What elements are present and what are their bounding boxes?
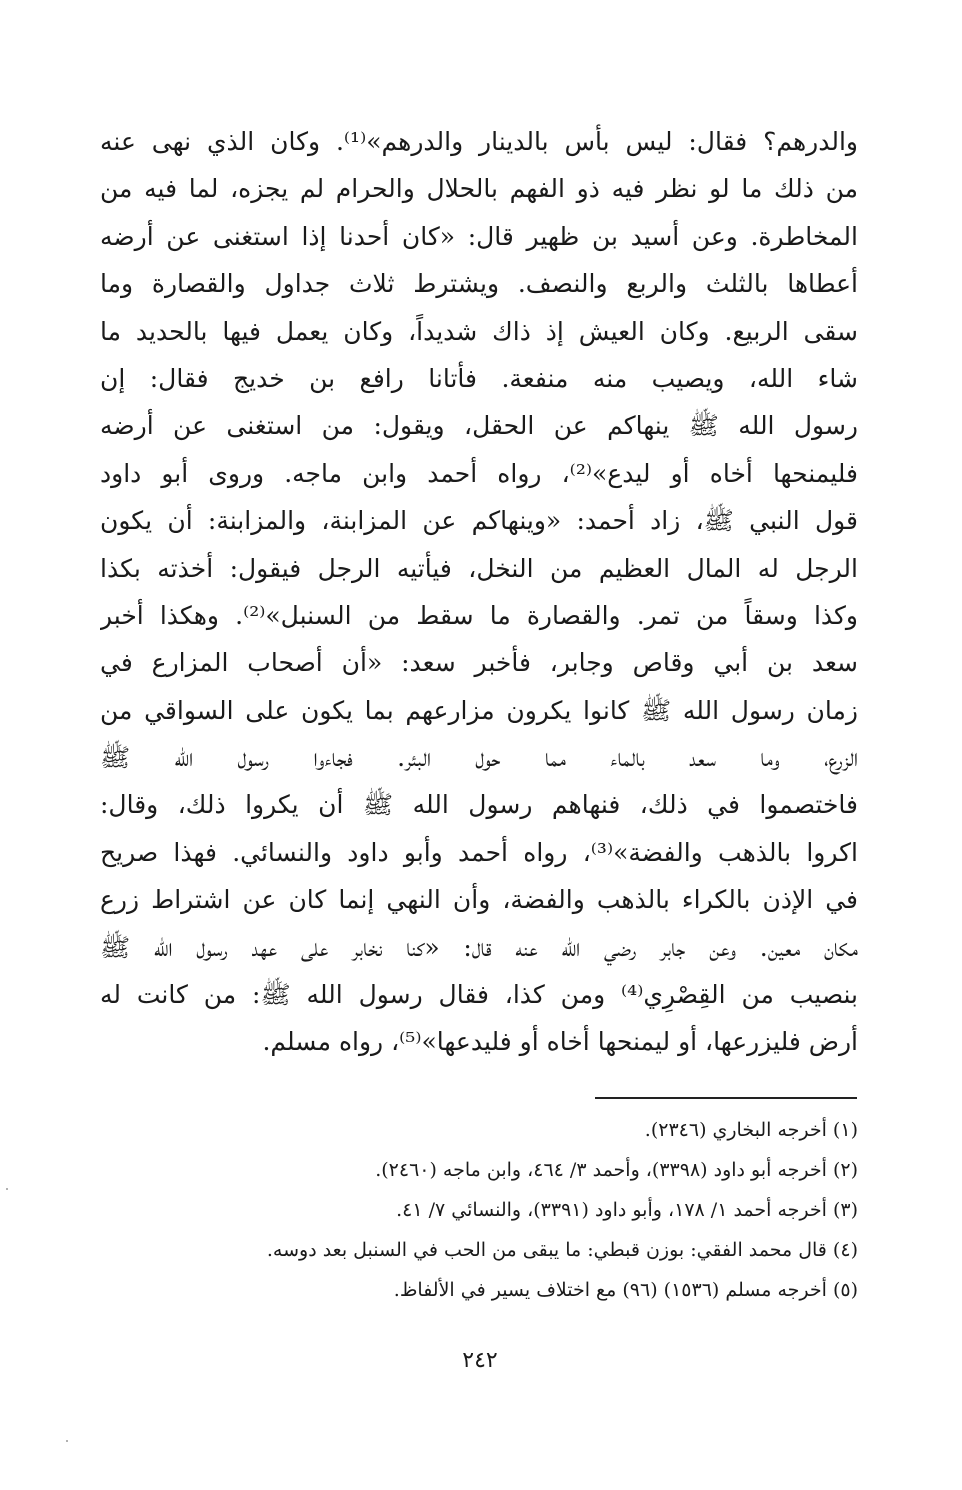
text-line: قول النبي ﷺ، زاد أحمد: «وينهاكم عن المزابنة، والمزابنة: أن يكون <box>100 506 858 536</box>
text-line: فاختصموا في ذلك، فنهاهم رسول الله ﷺ أن يكروا ذلك، وقال: <box>100 790 858 820</box>
page-number: ٢٤٢ <box>462 1348 498 1373</box>
text-line: سعد بن أبي وقاص وجابر، فأخبر سعد: «أن أصحاب المزارع في <box>100 648 858 678</box>
scan-speck <box>6 1188 8 1190</box>
text-line: زمان رسول الله ﷺ كانوا يكرون مزارعهم بما يكون على السواقي من <box>100 695 858 725</box>
text-line: رسول الله ﷺ ينهاكم عن الحقل، ويقول: من استغنى عن أرضه <box>100 411 858 441</box>
text-line: وكذا وسقاً من تمر. والقصارة ما سقط من السنبل»⁽²⁾. وهكذا أخبر <box>100 600 858 630</box>
footnote: (٤) قال محمد الفقي: بوزن قبطي: ما يبقى من الحب في السنبل بعد دوسه. <box>266 1239 858 1261</box>
text-line: في الإذن بالكراء بالذهب والفضة، وأن النهي إنما كان عن اشتراط زرع <box>100 885 858 915</box>
text-line: شاء الله، ويصيب منه منفعة. فأتانا رافع بن خديج فقال: إن <box>100 363 858 393</box>
text-line: أعطاها بالثلث والربع والنصف. ويشترط ثلاث جداول والقصارة وما <box>100 269 858 299</box>
text-line: المخاطرة. وعن أسيد بن ظهير قال: «كان أحدنا إذا استغنى عن أرضه <box>100 221 858 251</box>
text-line: والدرهم؟ فقال: ليس بأس بالدينار والدرهم»⁽¹⁾. وكان الذي نهى عنه <box>100 127 858 156</box>
footnote-separator <box>595 1097 857 1099</box>
text-line: من ذلك ما لو نظر فيه ذو الفهم بالحلال والحرام لم يجزه، لما فيه من <box>100 174 858 204</box>
text-line: أرض فليزرعها، أو ليمنحها أخاه أو فليدعها»⁽⁵⁾، رواه مسلم. <box>262 1027 858 1057</box>
footnote: (٢) أخرجه أبو داود (٣٣٩٨)، وأحمد ٣/ ٤٦٤، وابن ماجه (٢٤٦٠). <box>375 1159 858 1181</box>
text-line: فليمنحها أخاه أو ليدع»⁽²⁾، رواه أحمد وابن ماجه. وروى أبو داود <box>100 458 858 488</box>
footnote: (٥) أخرجه مسلم (١٥٣٦) (٩٦) مع اختلاف يسير في الألفاظ. <box>393 1279 858 1301</box>
footnote: (١) أخرجه البخاري (٢٣٤٦). <box>644 1119 858 1141</box>
main-text <box>100 118 858 1066</box>
text-line: الرجل له المال العظيم من النخل، فيأتيه الرجل فيقول: أخذته بكذا <box>100 553 858 583</box>
text-line: اكروا بالذهب والفضة»⁽³⁾، رواه أحمد وأبو داود والنسائي. فهذا صريح <box>100 837 858 867</box>
scan-speck <box>66 1440 68 1442</box>
footnotes <box>120 1110 858 1310</box>
text-line: بنصيب من القِصْرِي⁽⁴⁾ ومن كذا، فقال رسول الله ﷺ: من كانت له <box>100 980 858 1010</box>
text-line: الزرع، وما سعد بالماء مما حول البئر. فجاءوا رسول الله ﷺ <box>100 743 858 773</box>
text-line: سقى الربيع. وكان العيش إذ ذاك شديداً، وكان يعمل فيها بالحديد ما <box>100 316 858 346</box>
text-line: مكان معين. وعن جابر رضي الله عنه قال: «كنا نخابر على عهد رسول الله ﷺ <box>100 932 858 962</box>
footnote: (٣) أخرجه أحمد ١/ ١٧٨، وأبو داود (٣٣٩١)، والنسائي ٧/ ٤١. <box>396 1199 858 1221</box>
